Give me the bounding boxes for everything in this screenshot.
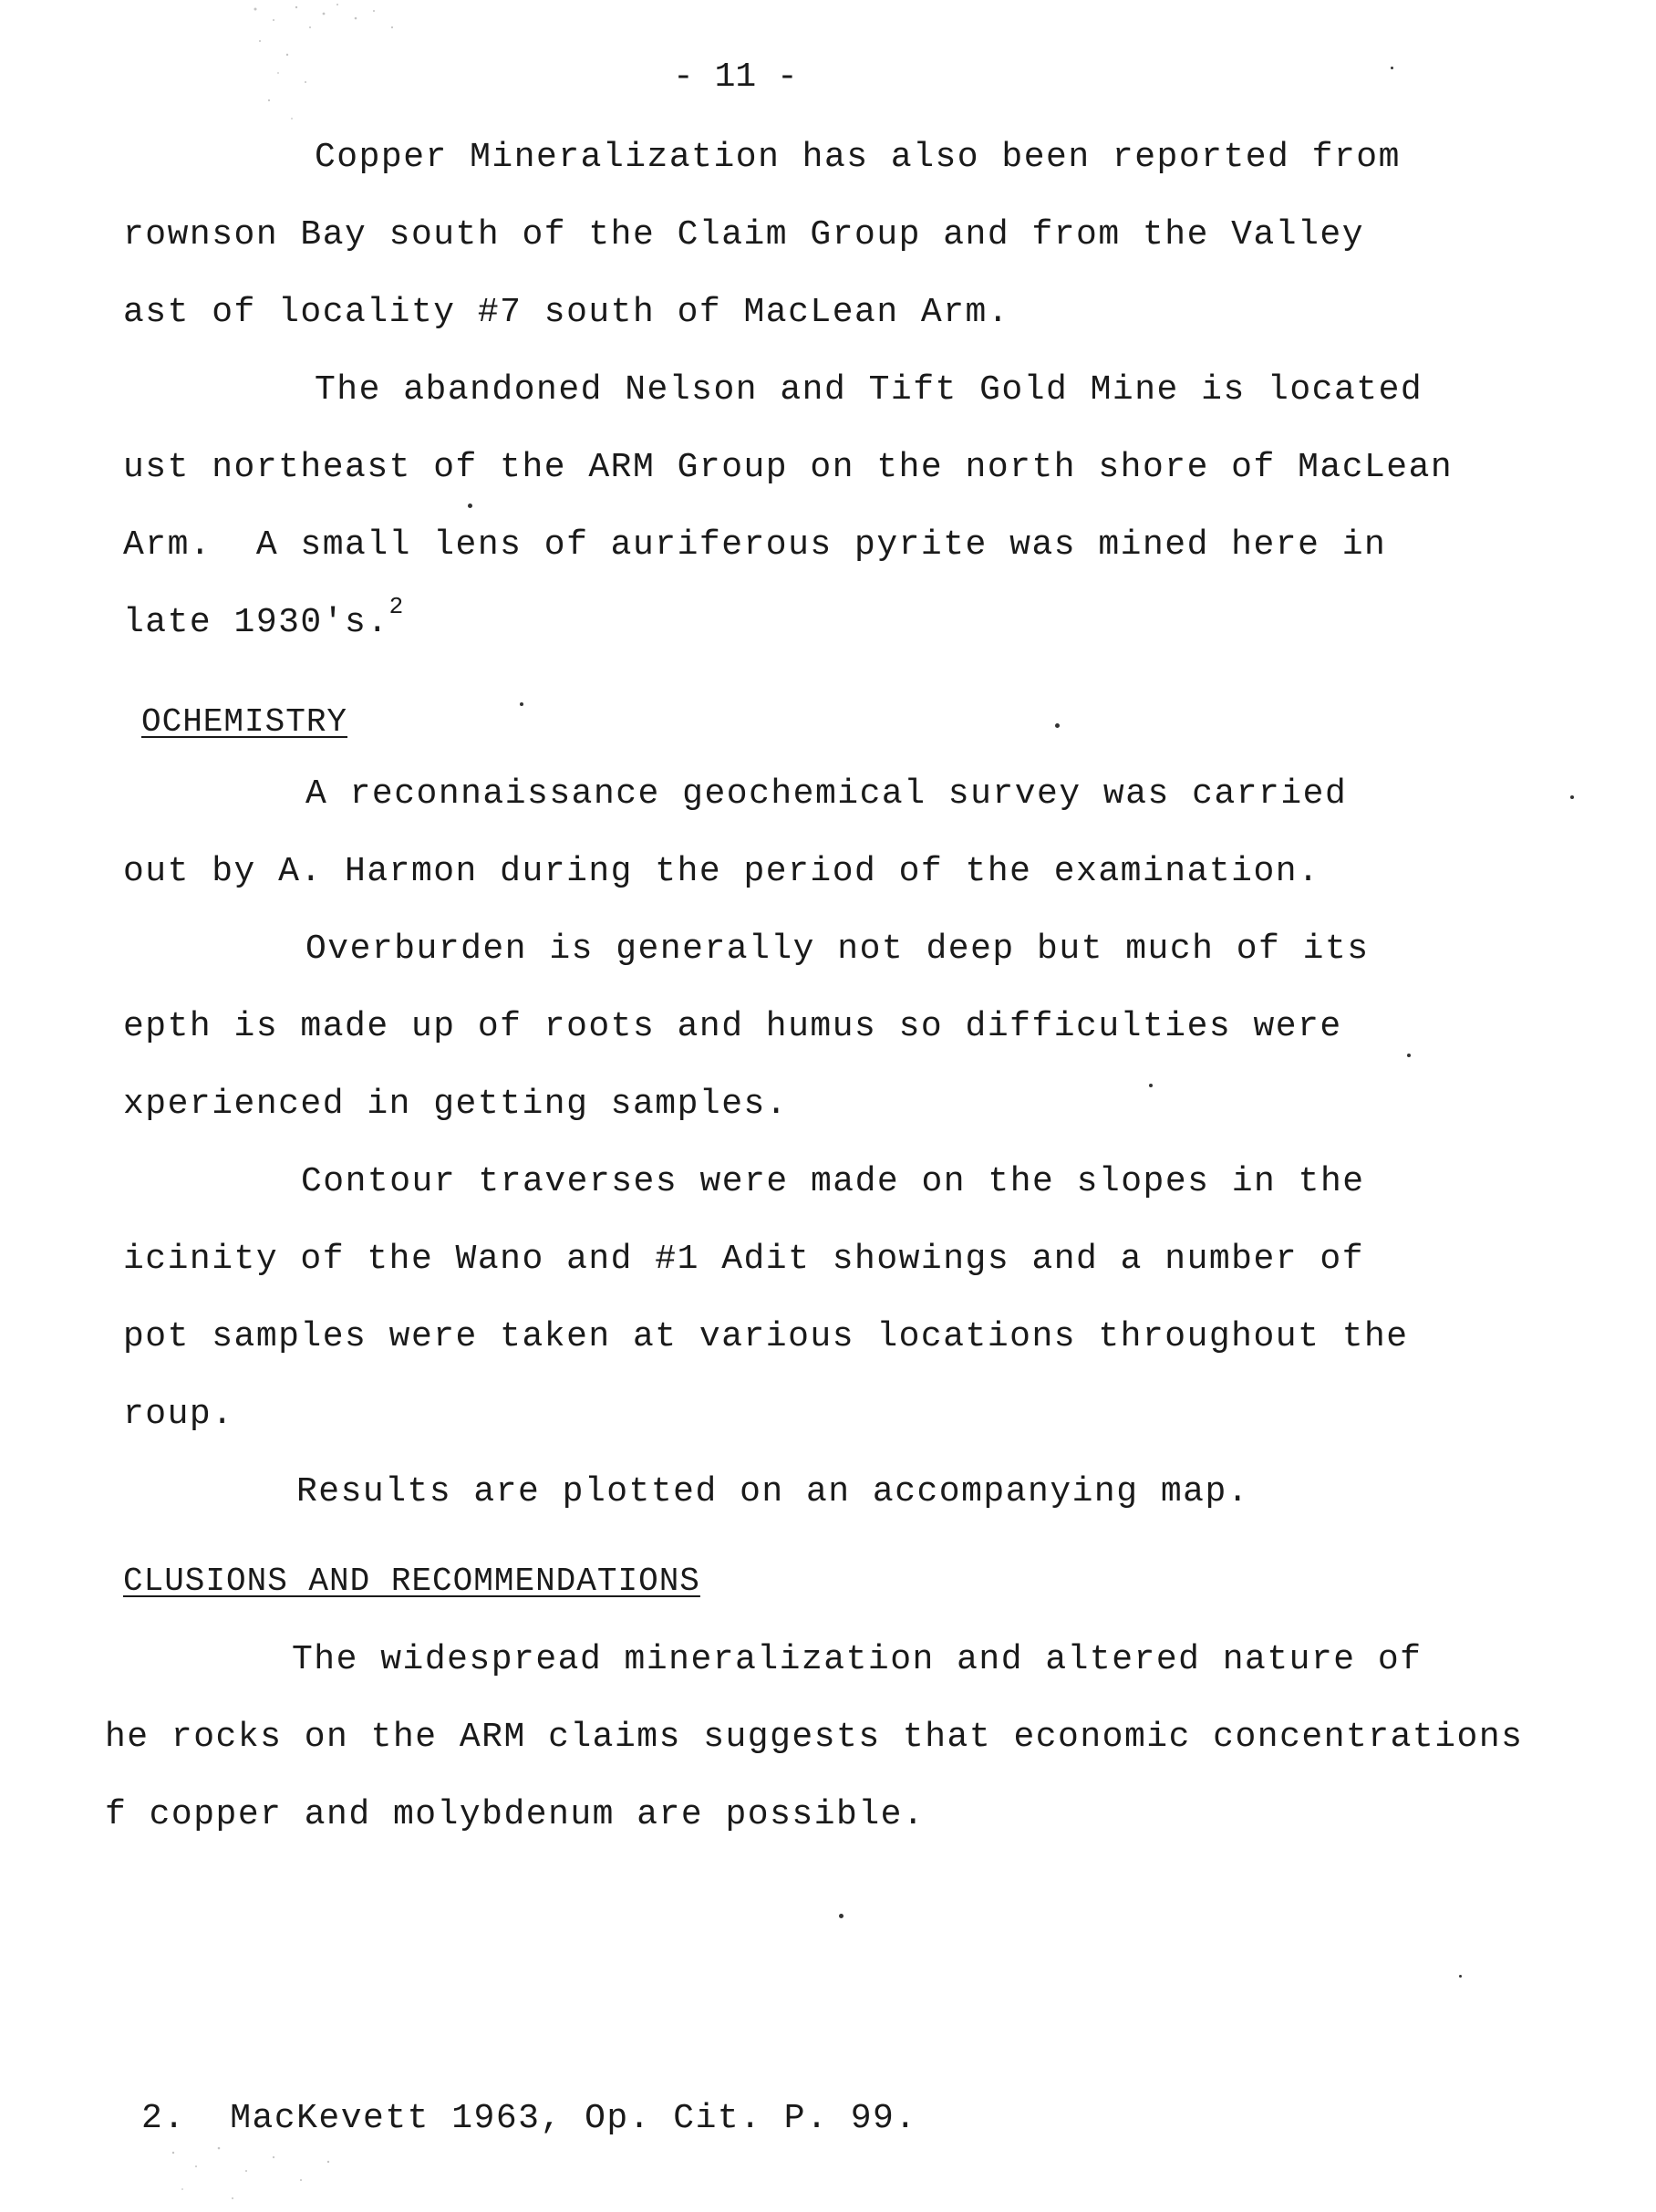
scan-speck — [1407, 1054, 1411, 1057]
section-heading-geochemistry: OCHEMISTRY — [141, 703, 348, 741]
paragraph-line: icinity of the Wano and #1 Adit showings and a number of — [123, 1240, 1365, 1279]
footnote-reference: 2 — [388, 593, 405, 620]
paragraph-line: The widespread mineralization and altered nature of — [292, 1640, 1423, 1679]
paragraph-line: A reconnaissance geochemical survey was carried — [305, 774, 1348, 814]
scan-speck — [468, 504, 472, 508]
scan-speck — [1055, 723, 1060, 728]
paragraph-line: The abandoned Nelson and Tift Gold Mine is located — [315, 370, 1423, 410]
paragraph-line-text: late 1930's. — [123, 603, 389, 642]
section-heading-conclusions: CLUSIONS AND RECOMMENDATIONS — [123, 1563, 700, 1600]
scan-noise-bottom — [155, 2134, 374, 2212]
scan-speck — [839, 1914, 844, 1918]
page-number: - 11 - — [673, 57, 798, 97]
paragraph-line: rownson Bay south of the Claim Group and from the Valley — [123, 215, 1365, 254]
paragraph-line: roup. — [123, 1395, 234, 1434]
paragraph-line: Results are plotted on an accompanying map. — [296, 1472, 1250, 1511]
paragraph-line: out by A. Harmon during the period of the examination. — [123, 852, 1320, 891]
paragraph-line: xperienced in getting samples. — [123, 1085, 789, 1124]
scan-speck — [1570, 795, 1574, 799]
scan-speck — [1149, 1084, 1153, 1087]
paragraph-line: f copper and molybdenum are possible. — [105, 1795, 926, 1834]
paragraph-line: Copper Mineralization has also been reported from — [315, 138, 1401, 177]
scan-speck — [1391, 67, 1393, 69]
scan-speck — [520, 702, 523, 706]
footnote: 2. MacKevett 1963, Op. Cit. P. 99. — [141, 2099, 917, 2138]
paragraph-line: Overburden is generally not deep but much of its — [305, 929, 1370, 969]
scan-noise-top — [237, 0, 438, 146]
paragraph-line: he rocks on the ARM claims suggests that economic concentrations — [105, 1718, 1524, 1757]
paragraph-line: Contour traverses were made on the slopes in the — [301, 1162, 1365, 1201]
paragraph-line: epth is made up of roots and humus so difficulties were — [123, 1007, 1342, 1046]
paragraph-line: pot samples were taken at various locations throughout the — [123, 1317, 1409, 1356]
scan-speck — [1459, 1975, 1462, 1978]
paragraph-line: Arm. A small lens of auriferous pyrite was mined here in — [123, 525, 1387, 565]
paragraph-line: ast of locality #7 south of MacLean Arm. — [123, 293, 1010, 332]
paragraph-line: ust northeast of the ARM Group on the north shore of MacLean — [123, 448, 1454, 487]
paragraph-line-with-footnote — [123, 593, 405, 646]
